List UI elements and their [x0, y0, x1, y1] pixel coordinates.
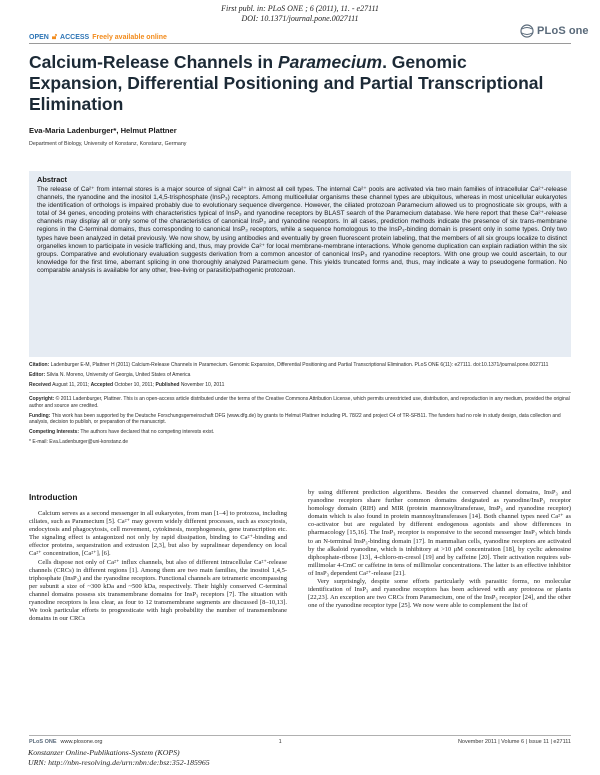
- competing-interests: Competing Interests: The authors have declared that no competing interests exist.: [29, 429, 215, 436]
- author-list: Eva-Maria Ladenburger*, Helmut Plattner: [29, 126, 177, 135]
- plos-one-logo: [520, 24, 588, 38]
- page-footer: [29, 735, 571, 745]
- funding: Funding: This work has been supported by the Deutsche Forschungsgemeinschaft DFG (www.dfg.de) by grants to Helmut Plattner including PL 78/22 and project C4 of TR-SFB11. The funders had no role in study design, data collection and analysis, decision to publish, or preparation of the manuscript.: [29, 412, 561, 426]
- logo-plos-text: PLoS: [537, 25, 566, 37]
- citation: Citation: Ladenburger E-M, Plattner H (2011) Calcium-Release Channels in Paramecium. Genomic Expansion, Differential Positioning and Partial Transcriptional Elimination. PLoS ONE 6(11): e27111. doi:10.1371/journal.pone.0027111: [29, 362, 549, 368]
- open-access-banner: [29, 32, 167, 42]
- editor: Editor: Silvia N. Moreno, University of Georgia, United States of America: [29, 371, 191, 378]
- abstract-text: The release of Ca²⁺ from internal stores is a major source of signal Ca²⁺ in almost all cell types. The internal Ca²⁺ pools are activated via two main families of intracellular Ca²⁺-release channels, the ryanodine and the inositol 1,4,5-trisphosphate (InsP₃) receptors. Among multicellular organisms these channel types are ubiquitous, whereas in most unicellular eukaryotes the identification of orthologs is impaired probably due to evolutionary sequence divergence. However, the ciliated protozoan Paramecium allowed us to prognosticate six groups, with a total of 34 genes, encoding proteins with characteristics typical of InsP₃ and ryanodine receptors by BLAST search of the Paramecium database. We here report that these Ca²⁺-release channels may display all or only some of the characteristics of canonical InsP₃ and ryanodine receptors. In all cases, prediction methods indicate the presence of six trans-membrane regions in the C-terminal domains, thus corresponding to canonical InsP₃ receptors, while a sequence homologous to the InsP₃-binding domain is present only in some types. Only two types have been analyzed in detail previously. We now show, by using antibodies and eventually by green fluorescent protein labeling, that the members of all six groups localize to distinct organelles known to participate in vesicle trafficking and, thus, may provide Ca²⁺ for local membrane-membrane interactions. Whole genome duplication can explain radiation within the six groups. Comparative and evolutionary evaluation suggests derivation from a common ancestor of canonical InsP₃ and ryanodine receptors. With one group we could ascertain, to our knowledge for the first time, aberrant splicing in one thoroughly analyzed Paramecium gene. This yields truncated forms and, thus, may indicate a way to pseudogene formation. No comparable analysis is available for any other, free-living or parasitic/pathogenic protozoan.: [37, 186, 567, 274]
- intro-paragraph-3: by using different prediction algorithms. Besides the conserved channel domains, InsP₃ and ryanodine receptors share further common domains designated as ryanodine/InsP₃ receptor homology domain (RIH) and MIR (protein mannosyltransferase, InsP₃ and ryanodine receptor) domain which is also found in protein mannosyltransferases [14]. Both channel types need Ca²⁺ as co-activator but are regulated by different endogenous agonists and show differences in pharmacology [15,16]. The InsP₃ receptor is responsive to the second messenger InsP₃ which binds to an N-terminal InsP₃-binding domain [17]. In mammalian cells, ryanodine receptors are activated by the alkaloid ryanodine, which is inhibitory at >10 μM concentration [18], by cyclic adenosine diphosphate-ribose [13], 4-chloro-m-cresol [19] and by caffeine [20]. Their activation requires sub-millimolar 4-CmC or caffeine in tens of millimolar concentrations. The latter is an effective inhibitor of InsP₃ dependent Ca²⁺-release [21].: [308, 489, 571, 577]
- article-title: Calcium-Release Channels in Paramecium. Genomic Expansion, Differential Positioning and Partial Transcriptional Elimination: [29, 52, 544, 114]
- repository-stamp: [28, 748, 210, 767]
- header-divider: [29, 43, 571, 44]
- intro-paragraph-1: Calcium serves as a second messenger in all eukaryotes, from man [1–4] to protozoa, including ciliates, such as Paramecium [5]. Ca²⁺ may govern widely different processes, such as exocytosis, endocytosis and phagocytosis, cell movement, cytokinesis, morphogenesis, gene transcription etc. The signaling effect is antagonized not only by rapid dissipation, binding to Ca²⁺-binding and effector proteins, sequestration and extrusion [2,3], but also by supralinear dependency on local Ca²⁺ concentration, [Ca²⁺]ᵢ [6].: [29, 510, 287, 558]
- introduction-heading: Introduction: [29, 492, 78, 502]
- dates: Received August 11, 2011; Accepted October 10, 2011; Published November 10, 2011: [29, 381, 225, 388]
- urn-line[interactable]: URN: http://nbn-resolving.de/urn:nbn:de:bsz:352-185965: [28, 757, 210, 767]
- kops-line: Konstanzer Online-Publikations-System (KOPS): [28, 748, 180, 757]
- page-number: 1: [278, 739, 282, 745]
- open-lock-icon: 🔓︎: [51, 32, 58, 41]
- body-column-right: [308, 489, 571, 610]
- freely-available-label: Freely available online: [92, 33, 167, 41]
- copyright: Copyright: © 2011 Ladenburger, Plattner. This is an open-access article distributed under the terms of the Creative Commons Attribution License, which permits unrestricted use, distribution, and reproduction in any medium, provided the original author and source are credited.: [29, 395, 570, 409]
- first-publ-line: First publ. in: PLoS ONE ; 6 (2011), 11. - e27111: [221, 4, 379, 13]
- footer-journal: PLoS ONE: [29, 739, 57, 745]
- open-label: OPEN: [29, 33, 49, 41]
- publication-note: [0, 4, 600, 24]
- body-column-left: [29, 489, 287, 623]
- abstract-box: [29, 171, 571, 357]
- footer-divider: [29, 735, 571, 736]
- article-metadata: [29, 362, 571, 449]
- metadata-divider: [29, 392, 571, 393]
- affiliation: Department of Biology, University of Konstanz, Konstanz, Germany: [29, 141, 187, 147]
- access-label: ACCESS: [60, 33, 90, 41]
- issue-info: November 2011 | Volume 6 | Issue 11 | e27111: [457, 739, 571, 745]
- footer-site-link[interactable]: www.plosone.org: [60, 739, 103, 745]
- doi-line: DOI: 10.1371/journal.pone.0027111: [241, 14, 359, 23]
- intro-paragraph-4: Very surprisingly, despite some efforts particularly with parasitic forms, no molecular identification of InsP₃ and ryanodine receptors has been achieved with any protozoa or plants [22,23]. An exception are two CRCs from Paramecium, one of the InsP₃ receptor [24], and the other one of the ryanodine receptor type [25]. We now were able to complement the list of: [308, 578, 571, 610]
- abstract-heading: Abstract: [37, 175, 67, 184]
- intro-paragraph-2: Cells dispose not only of Ca²⁺ influx channels, but also of different intracellular Ca²⁺-release channels (CRCs) in different regions [1]. Among them are two main families, the inositol 1,4,5-triphosphate (InsP₃) and the ryanodine receptors. Functional channels are tetrameric encompassing per subunit a size of ~300 kDa and ~500 kDa, respectively. Their highly conserved C-terminal channel domains possess six transmembrane domains for InsP₃ receptors [7]. The situation with ryanodine receptors is less clear, as four to 12 transmembrane segments are discussed [8–10,13]. We took particular efforts to prognosticate with high probability the number of transmembrane domains in our CRCs: [29, 558, 287, 623]
- logo-one-text: one: [568, 25, 589, 37]
- corresponding-email[interactable]: * E-mail: Eva.Ladenburger@uni-konstanz.de: [29, 439, 129, 446]
- plos-globe-icon: [520, 24, 534, 38]
